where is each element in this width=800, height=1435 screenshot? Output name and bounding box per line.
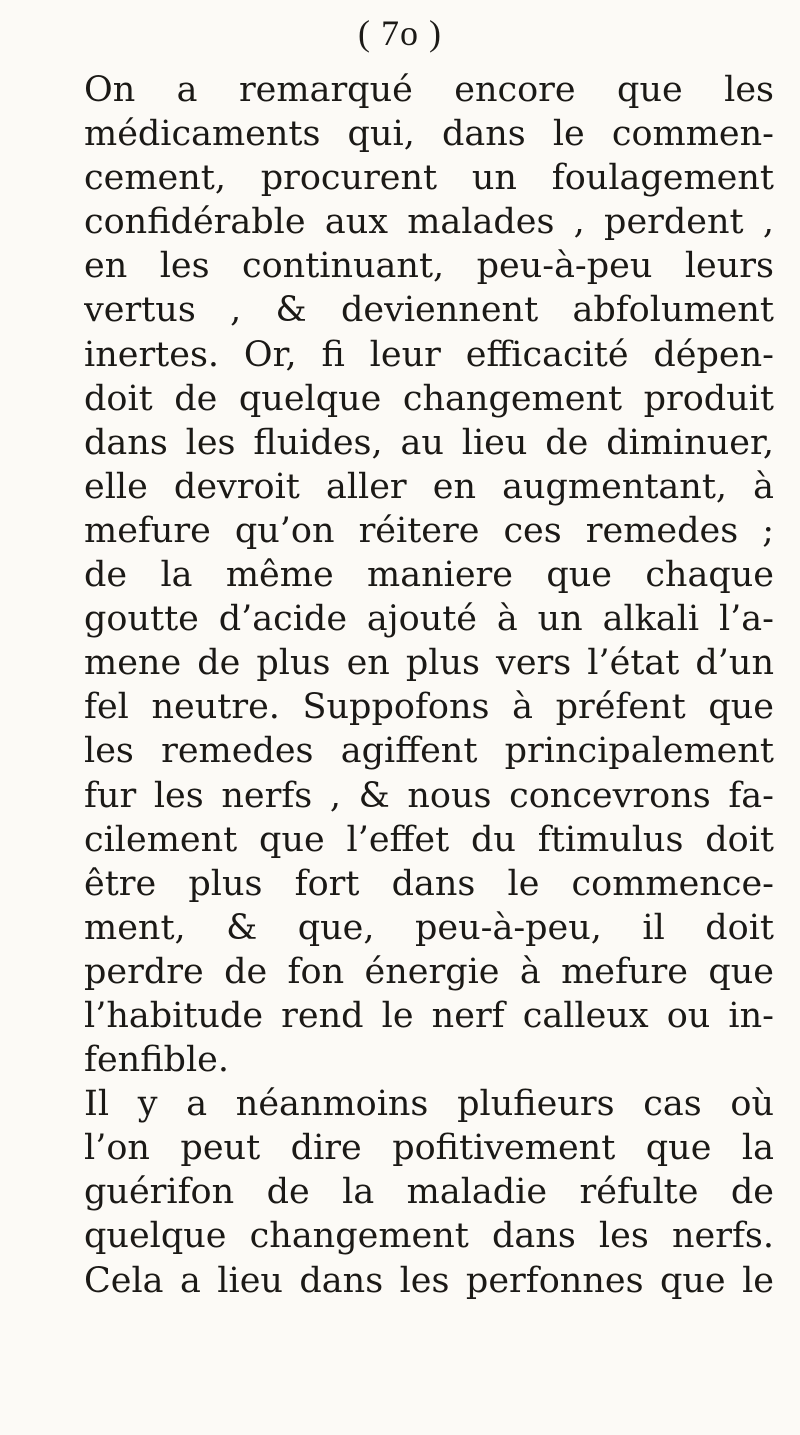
text-line: inertes. Or, fi leur efficacité dépen- — [84, 334, 774, 375]
text-line: ment, & que, peu-à-peu, il doit — [84, 907, 774, 948]
text-line: confidérable aux malades , perdent , — [84, 202, 774, 243]
text-line: cilement que l’effet du ftimulus doit — [84, 819, 774, 860]
text-line: goutte d’acide ajouté à un alkali l’a- — [84, 599, 774, 640]
text-line: mene de plus en plus vers l’état d’un — [84, 643, 774, 684]
page-number: ( 7o ) — [358, 13, 442, 53]
text-line: cement, procurent un foulagement — [84, 158, 774, 199]
text-line: elle devroit aller en augmentant, à — [84, 466, 774, 507]
text-line: l’habitude rend le nerf calleux ou in- — [84, 995, 774, 1036]
text-line: être plus fort dans le commence- — [84, 863, 774, 904]
text-line: fel neutre. Suppofons à préfent que — [84, 687, 774, 728]
text-line: Cela a lieu dans les perfonnes que le — [84, 1260, 774, 1301]
text-line: de la même maniere que chaque — [84, 555, 774, 596]
text-line: médicaments qui, dans le commen- — [84, 114, 774, 155]
text-line: dans les fluides, au lieu de diminuer, — [84, 422, 774, 463]
text-line: guérifon de la maladie réfulte de — [84, 1172, 774, 1213]
body-text — [84, 68, 774, 1303]
text-line: quelque changement dans les nerfs. — [84, 1216, 774, 1257]
text-line: mefure qu’on réitere ces remedes ; — [84, 510, 774, 551]
text-line: vertus , & deviennent abfolument — [84, 290, 774, 331]
text-line: les remedes agiffent principalement — [84, 731, 774, 772]
text-line: fur les nerfs , & nous concevrons fa- — [84, 775, 774, 816]
text-line: perdre de fon énergie à mefure que — [84, 951, 774, 992]
text-line: en les continuant, peu-à-peu leurs — [84, 246, 774, 287]
text-line: fenfible. — [84, 1040, 229, 1081]
text-line: On a remarqué encore que les — [84, 70, 774, 110]
text-line: l’on peut dire pofitivement que la — [84, 1128, 774, 1169]
text-line: doit de quelque changement produit — [84, 378, 774, 419]
text-line: Il y a néanmoins plufieurs cas où — [84, 1084, 774, 1125]
